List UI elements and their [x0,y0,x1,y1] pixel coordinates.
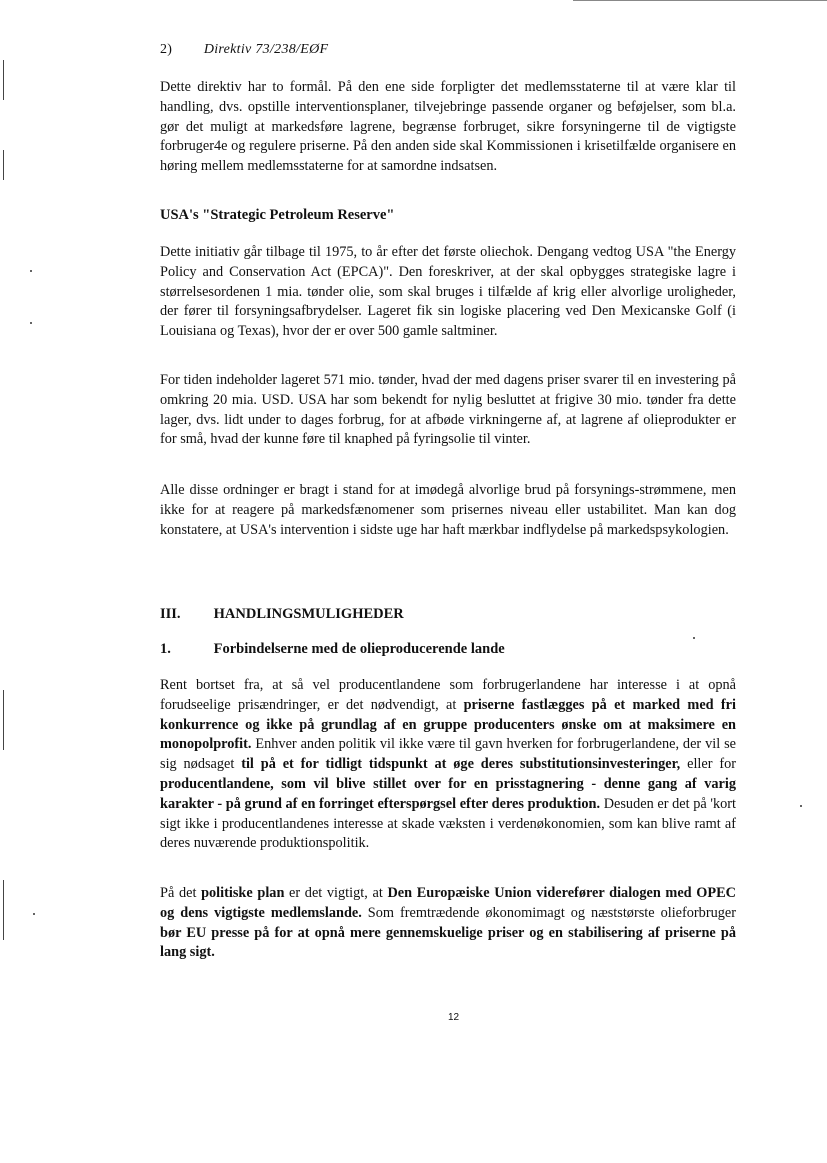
subsection-title: Forbindelserne med de olieproducerende lande [213,641,505,657]
bold-run: Den Europæiske Union viderefører dialogen med OPEC og dens vigtigste medlemslande. [160,885,736,921]
scan-dot [33,913,35,915]
page-number: 12 [447,1012,460,1023]
header-title: Direktiv 73/238/EØF [203,42,329,57]
section-heading [160,606,404,623]
scan-dot [30,270,32,272]
section-number: III. [160,606,181,622]
paragraph-usa-stock: For tiden indeholder lageret 571 mio. tønder, hvad der med dagens priser svarer til en investering på omkring 20 mia. USD. USA har som bekendt for nylig besluttet at frigive 30 mio. tønder fra dette lager, dvs. lidt under to dages forbrug, for at afbøde virkningerne af, at lagrene af olieprodukter er for små, hvad der kunne føre til knaphed på fyringsolie til vinter. [160,372,736,448]
text-run: Som fremtrædende økonomimagt og næststørste olieforbruger [361,904,736,921]
scan-margin-line [3,150,4,180]
paragraph-directive: Dette direktiv har to formål. På den ene side forpligter det medlemsstaterne til at være klar til handling, dvs. opstille interventionsplaner, tilvejebringe passende organer og beføjelser, som bl.a. gør det muligt at markedsføre lagrene, begrænse forbruget, sikre forsyningerne til de vigtigste forbruger4e og regulere priserne. På den anden side skal Kommissionen i krisetilfælde organisere en høring mellem medlemsstaterne for at samordne indsatsen. [160,79,736,175]
paragraph-arrangements: Alle disse ordninger er bragt i stand for at imødegå alvorlige brud på forsynings-strømmene, men ikke for at reagere på markedsfænomener som prisernes niveau eller ustabilitet. Man kan dog konstatere, at USA's intervention i sidste uge har haft mærkbar indflydelse på markedspsykologien. [160,482,736,538]
subsection-number: 1. [160,641,171,657]
section-header [160,42,328,58]
scan-top-rule [573,0,827,1]
bold-run: politiske plan [201,885,285,901]
paragraph-political-plan [160,884,736,963]
heading-usa-reserve: USA's "Strategic Petroleum Reserve" [160,207,395,223]
subsection-heading [160,641,505,658]
text-run: Desuden er det på 'kort sigt ikke i producentlandenes interesse at skade væksten i verdenøkonomien, som kan blive ramt af deres nuværende produktionspolitik. [160,795,736,852]
paragraph-producer-relations [160,676,736,854]
text-run: er det vigtigt, at [284,885,388,901]
header-number: 2) [160,42,173,57]
section-title: HANDLINGSMULIGHEDER [213,606,404,622]
text-run: På det [160,885,202,901]
bold-run: producentlandene, som vil blive stillet over for en prisstagnering - denne gang af varig karakter - på grund af en forringet efterspørgsel efter deres produktion. [160,775,736,812]
scan-margin-line [3,880,4,940]
scan-dot [30,322,32,324]
scan-dot [800,805,802,807]
scan-dot [693,637,695,639]
bold-run: til på et for tidligt tidspunkt at øge deres substitutionsinvesteringer, [241,756,681,773]
scan-margin-line [3,690,4,750]
text-run: Enhver anden politik vil ikke være til gavn hverken for forbrugerlandene, der vil se sig nødsaget [160,736,736,773]
bold-run: priserne fastlægges på et marked med fri konkurrence og ikke på grundlag af en gruppe producenters ønske om at maksimere en monopolprofit. [160,696,736,753]
text-run: Rent bortset fra, at så vel producentlandene som forbrugerlandene har interesse i at opnå forudseelige prisændringer, er det nødvendigt, at [160,677,736,713]
bold-run: bør EU presse på for at opnå mere gennemskuelige priser og en stabilisering af priserne på lang sigt. [160,924,736,961]
paragraph-usa-history: Dette initiativ går tilbage til 1975, to år efter det første oliechok. Dengang vedtog USA "the Energy Policy and Conservation Act (EPCA)". Den foreskriver, at der skal opbygges strategiske lagre i størrelsesordenen 1 mia. tønder olie, som skal bruges i tilfælde af krig eller alvorlige uroligheder, der fører til forsyningsafbrydelser. Lageret fik sin logiske placering ved Den Mexicanske Golf (i Louisiana og Texas), hvor der er over 500 gamle saltminer. [160,244,736,340]
scan-margin-line [3,60,4,100]
text-run: eller for [680,756,737,773]
